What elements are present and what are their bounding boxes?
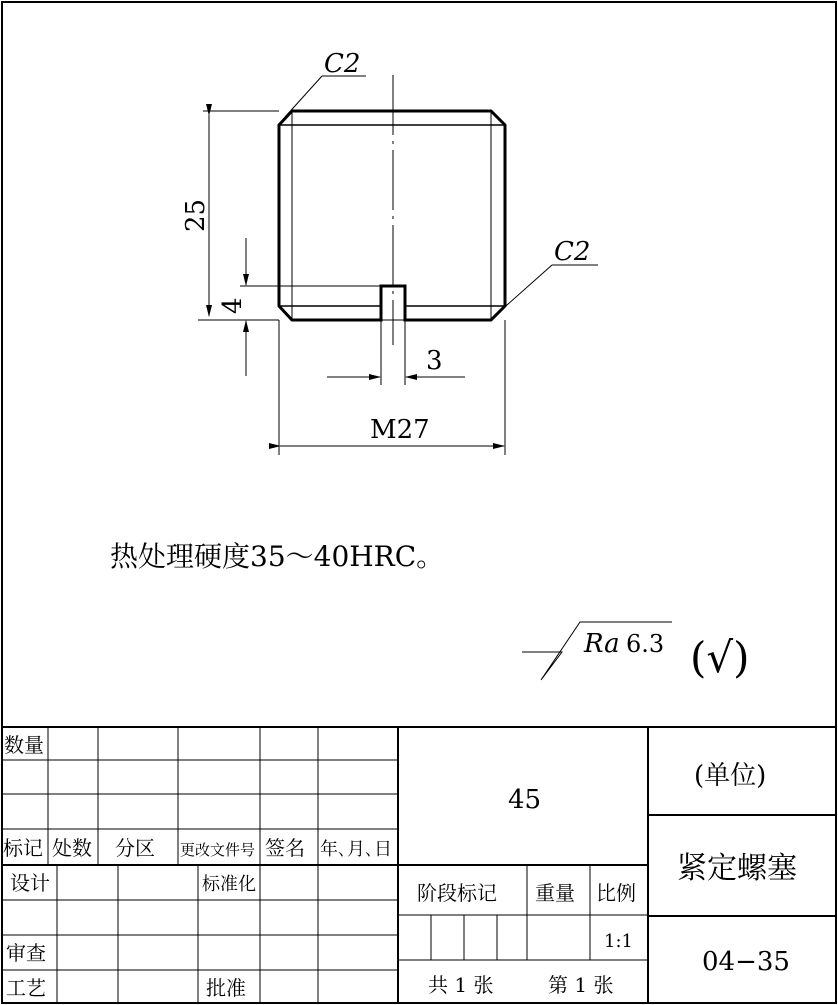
dim-25-label: 25 xyxy=(181,198,211,232)
tb-stage-mark: 阶段标记 xyxy=(417,881,497,905)
tb-scale-value: 1:1 xyxy=(604,931,633,952)
tb-header-zone: 分区 xyxy=(115,836,155,860)
part-view xyxy=(181,49,598,455)
tb-review: 审查 xyxy=(6,941,46,965)
dim-3-label: 3 xyxy=(426,346,443,376)
tb-standardization: 标准化 xyxy=(202,874,256,895)
tb-part-name: 紧定螺塞 xyxy=(677,851,797,886)
tb-sheet-number: 第 1 张 xyxy=(548,973,614,997)
tb-header-change-doc: 更改文件号 xyxy=(180,841,256,859)
roughness-label: Ra xyxy=(584,629,620,659)
tb-header-signature: 签名 xyxy=(265,836,305,860)
dim-m27-label: M27 xyxy=(370,415,430,445)
roughness-value: 6.3 xyxy=(626,630,665,658)
tb-weight: 重量 xyxy=(535,881,575,905)
tb-process: 工艺 xyxy=(6,976,46,1000)
surface-roughness-symbol xyxy=(522,622,750,682)
roughness-other-symbol: (√) xyxy=(690,633,750,682)
dim-4-label: 4 xyxy=(218,297,248,314)
tb-qty-label: 数量 xyxy=(4,733,44,757)
chamfer-label-top: C2 xyxy=(324,49,361,79)
tb-approve: 批准 xyxy=(206,976,246,1000)
heat-treatment-note: 热处理硬度35～40HRC。 xyxy=(110,540,445,573)
tb-design: 设计 xyxy=(10,871,50,895)
tb-header-date: 年､月､日 xyxy=(320,839,392,860)
tb-header-count: 处数 xyxy=(52,836,92,860)
part-outline xyxy=(279,111,505,320)
tb-header-mark: 标记 xyxy=(3,836,43,860)
tb-unit: (单位) xyxy=(694,761,767,791)
tb-drawing-number: 04−35 xyxy=(702,947,790,977)
tb-material: 45 xyxy=(508,785,542,815)
chamfer-label-bottom: C2 xyxy=(554,237,591,267)
tb-scale-label: 比例 xyxy=(596,881,636,905)
tb-sheets-total: 共 1 张 xyxy=(428,973,494,997)
